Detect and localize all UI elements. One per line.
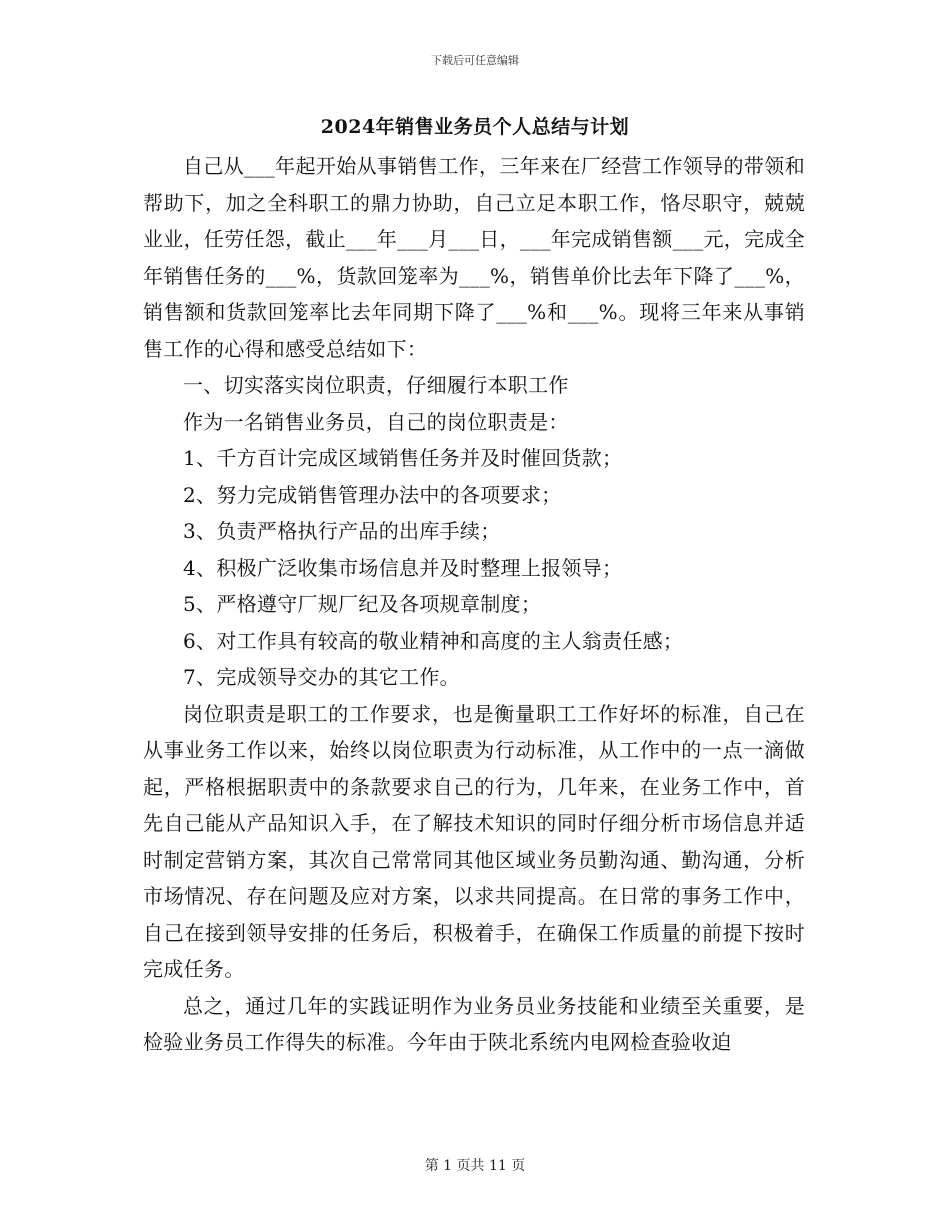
document-body bbox=[143, 148, 805, 1061]
paragraph-duties-intro: 作为一名销售业务员，自己的岗位职责是： bbox=[183, 409, 569, 434]
paragraph-summary: 总之，通过几年的实践证明作为业务员业务技能和业绩至关重要，是检验业务员工作得失的标准。今年由于陕北系统内电网检查验收迫 bbox=[143, 993, 805, 1054]
duty-item-3: 3、负责严格执行产品的出库手续； bbox=[183, 519, 501, 543]
document-title: 2024年销售业务员个人总结与计划 bbox=[320, 116, 630, 138]
section-heading: 一、切实落实岗位职责，仔细履行本职工作 bbox=[183, 373, 569, 397]
duty-item-4: 4、积极广泛收集市场信息并及时整理上报领导； bbox=[183, 555, 623, 580]
page-number: 第 1 页共 11 页 bbox=[424, 1158, 526, 1174]
duty-item-2: 2、努力完成销售管理办法中的各项要求； bbox=[183, 482, 562, 507]
duty-item-1: 1、千方百计完成区域销售任务并及时催回货款； bbox=[183, 446, 623, 470]
paragraph-responsibilities: 岗位职责是职工的工作要求，也是衡量职工工作好坏的标准，自己在从事业务工作以来，始终以岗位职责为行动标准，从工作中的一点一滴做起，严格根据职责中的条款要求自己的行为，几年来，在业务工作中，首先自己能从产品知识入手，在了解技术知识的同时仔细分析市场信息并适时制定营销方案，其次自己常常同其他区域业务员勤沟通、勤沟通，分析市场情况、存在问题及应对方案，以求共同提高。在日常的事务工作中，自己在接到领导安排的任务后，积极着手，在确保工作质量的前提下按时完成任务。 bbox=[143, 701, 805, 981]
duty-item-7: 7、完成领导交办的其它工作。 bbox=[183, 665, 460, 689]
duty-item-5: 5、严格遵守厂规厂纪及各项规章制度； bbox=[183, 592, 542, 616]
paragraph-intro: 自己从___年起开始从事销售工作，三年来在厂经营工作领导的带领和帮助下，加之全科职工的鼎力协助，自己立足本职工作，恪尽职守，兢兢业业，任劳任怨，截止___年___月___日，___年完成销售额___元，完成全年销售任务的___%，货款回笼率为___%，销售单价比去年下降了___%，销售额和货款回笼率比去年同期下降了___%和___%。现将三年来从事销售工作的心得和感受总结如下： bbox=[143, 154, 805, 361]
duty-item-6: 6、对工作具有较高的敬业精神和高度的主人翁责任感； bbox=[183, 628, 684, 653]
page-header-note: 下载后可任意编辑 bbox=[431, 54, 519, 67]
